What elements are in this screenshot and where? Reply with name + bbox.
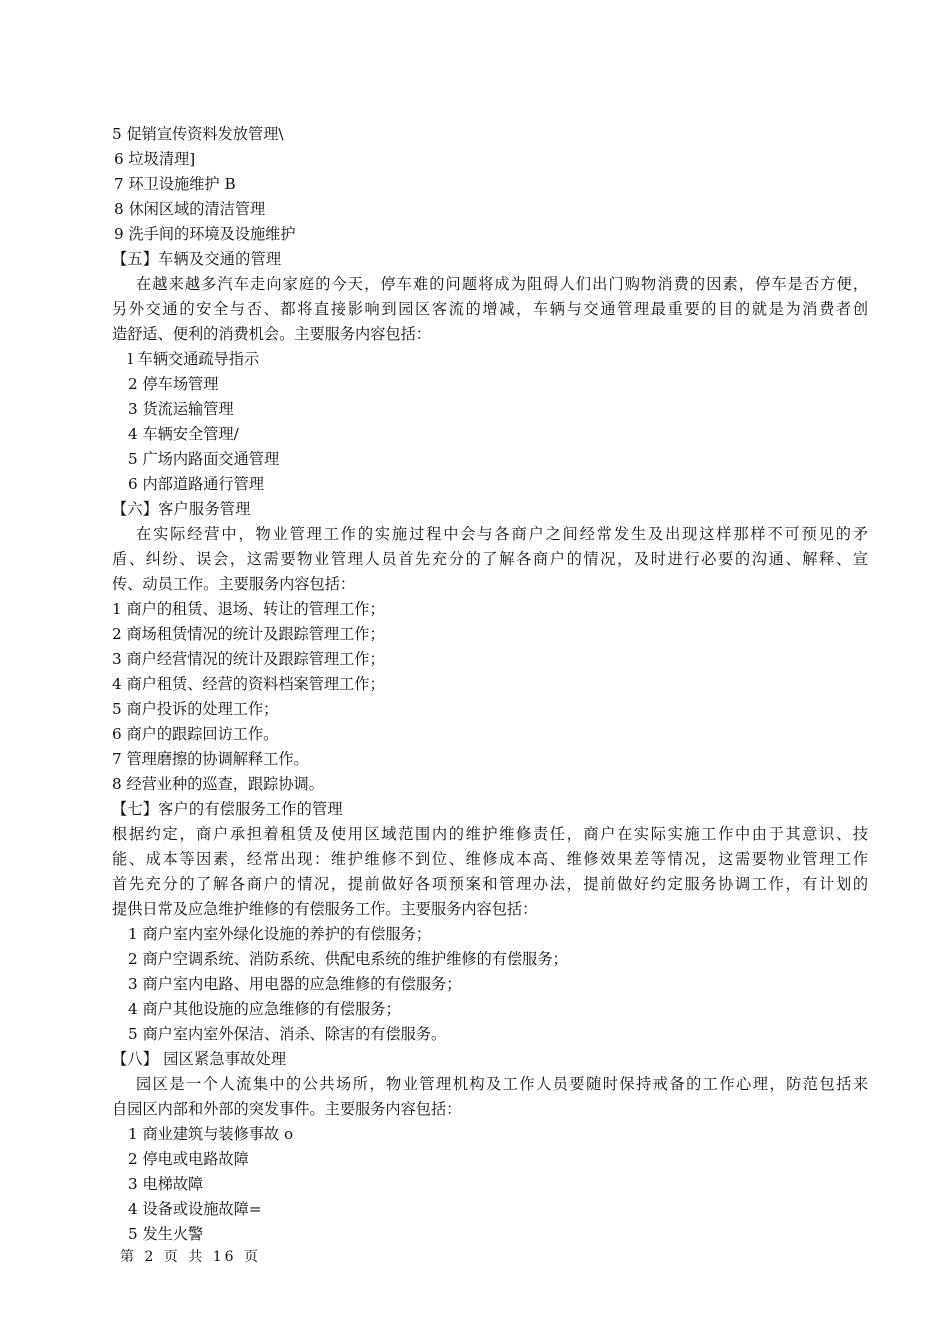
section-paragraph: [112, 822, 868, 922]
list-item: 5 商户室内室外保洁、消杀、除害的有偿服务。: [128, 1025, 447, 1043]
list-a: [112, 122, 868, 247]
list-item: l 车辆交通疏导指示: [128, 350, 260, 368]
section-7: [112, 797, 868, 1047]
section-paragraph: [112, 522, 868, 597]
paragraph-line: 根据约定，商户承担着租赁及使用区域范围内的维护维修责任，商户在实际实施工作中由于其意识、技: [112, 825, 868, 843]
list-item: 6 内部道路通行管理: [128, 475, 264, 493]
list-item: 2 停车场管理: [128, 375, 219, 393]
paragraph-line: 能、成本等因素，经常出现：维护维修不到位、维修成本高、维修效果差等情况，这需要物业管理工作: [112, 850, 868, 868]
list-item: 7 管理磨擦的协调解释工作。: [112, 750, 309, 768]
list-item: 9 洗手间的环境及设施维护: [114, 225, 296, 243]
list-item: 7 环卫设施维护 B: [114, 175, 236, 193]
section-paragraph: [112, 1072, 868, 1122]
list-item: 8 经营业种的巡查，跟踪协调。: [112, 775, 324, 793]
paragraph-line: 首先充分的了解各商户的情况，提前做好各项预案和管理办法，提前做好约定服务协调工作，有计划的: [112, 875, 868, 893]
list-item: 2 商户空调系统、消防系统、供配电系统的维护维修的有偿服务；: [128, 950, 568, 968]
section-heading: 【八】 园区紧急事故处理: [112, 1050, 287, 1068]
list-item: 1 商业建筑与装修事故 o: [128, 1125, 294, 1143]
paragraph-line: 在实际经营中，物业管理工作的实施过程中会与各商户之间经常发生及出现这样那样不可预见的矛: [136, 525, 868, 543]
list-item: 5 发生火警: [128, 1225, 204, 1243]
list-item: 4 设备或设施故障=: [128, 1200, 262, 1218]
list-item: 5 广场内路面交通管理: [128, 450, 280, 468]
list-item: 5 商户投诉的处理工作；: [112, 700, 279, 718]
document-page: [112, 122, 868, 1247]
list-item: 4 车辆安全管理/: [128, 425, 239, 443]
paragraph-line: 园区是一个人流集中的公共场所，物业管理机构及工作人员要随时保持戒备的工作心理，防范包括来: [136, 1075, 868, 1093]
list-item: 2 商场租赁情况的统计及跟踪管理工作；: [112, 625, 385, 643]
paragraph-line: 在越来越多汽车走向家庭的今天，停车难的问题将成为阻碍人们出门购物消费的因素，停车是否方便，: [136, 275, 868, 293]
list-item: 5 促销宣传资料发放管理\: [112, 125, 284, 143]
section-5: [112, 247, 868, 497]
list-item: 3 电梯故障: [128, 1175, 204, 1193]
list-item: 3 货流运输管理: [128, 400, 234, 418]
list-item: 4 商户租赁、经营的资料档案管理工作；: [112, 675, 385, 693]
list-item: 3 商户经营情况的统计及跟踪管理工作；: [112, 650, 385, 668]
section-paragraph: [112, 272, 868, 347]
paragraph-line: 另外交通的安全与否、都将直接影响到园区客流的增减，车辆与交通管理最重要的目的就是为消费者创: [112, 300, 868, 318]
paragraph-line: 自园区内部和外部的突发事件。主要服务内容包括：: [112, 1100, 462, 1118]
list-item: 1 商户室内室外绿化设施的养护的有偿服务；: [128, 925, 432, 943]
paragraph-line: 提供日常及应急维护维修的有偿服务工作。主要服务内容包括：: [112, 900, 538, 918]
section-heading: 【六】客户服务管理: [112, 500, 251, 518]
list-item: 4 商户其他设施的应急维修的有偿服务；: [128, 1000, 401, 1018]
paragraph-line: 盾、纠纷、误会，这需要物业管理人员首先充分的了解各商户的情况，及时进行必要的沟通、解释、宣: [112, 550, 868, 568]
list-item: 8 休闲区域的清洁管理: [114, 200, 266, 218]
paragraph-line: 造舒适、便利的消费机会。主要服务内容包括：: [112, 325, 431, 343]
list-item: 2 停电或电路故障: [128, 1150, 249, 1168]
section-8: [112, 1047, 868, 1247]
list-item: 6 商户的跟踪回访工作。: [112, 725, 279, 743]
paragraph-line: 传、动员工作。主要服务内容包括：: [112, 575, 355, 593]
section-heading: 【七】客户的有偿服务工作的管理: [112, 800, 343, 818]
list-item: 6 垃圾清理]: [114, 150, 196, 168]
list-item: 1 商户的租赁、退场、转让的管理工作；: [112, 600, 385, 618]
list-item: 3 商户室内电路、用电器的应急维修的有偿服务；: [128, 975, 462, 993]
page-number-footer: 第 2 页 共 16 页: [120, 1249, 261, 1265]
section-heading: 【五】车辆及交通的管理: [112, 250, 282, 268]
section-6: [112, 497, 868, 797]
